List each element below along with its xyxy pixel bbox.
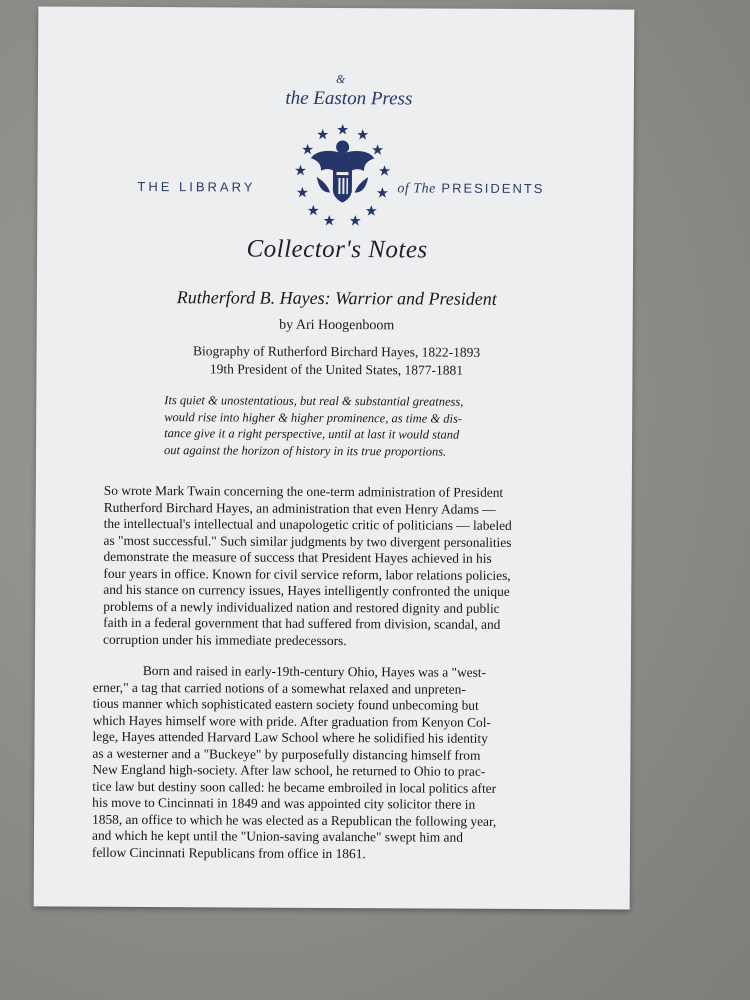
series-name-right-italic: of The xyxy=(397,181,436,197)
body-paragraph-2 xyxy=(92,663,497,863)
series-name-right xyxy=(397,180,544,198)
epigraph-quote xyxy=(164,392,524,460)
series-name-right-caps: PRESIDENTS xyxy=(441,180,545,197)
paragraph-line: lege, Hayes attended Harvard Law School where he solidified his identity xyxy=(92,728,488,746)
paragraph-line: So wrote Mark Twain concerning the one-term administration of President xyxy=(103,482,504,500)
paragraph-line: demonstrate the measure of success that President Hayes achieved in his xyxy=(103,548,492,566)
paragraph-line: faith in a federal government that had suffered from division, scandal, and xyxy=(103,614,501,632)
paragraph-line: tious manner which sophisticated eastern society found unbecoming but xyxy=(92,695,479,713)
publisher-logo-text: the Easton Press xyxy=(285,87,413,110)
series-name-left: THE LIBRARY xyxy=(137,178,256,195)
paragraph-line: Born and raised in early-19th-century Ohio, Hayes was a "west- xyxy=(142,663,487,680)
paragraph-line: 1858, an office to which he was elected as a Republican the following year, xyxy=(92,811,497,829)
paragraph-line: and his stance on currency issues, Hayes intelligently confronted the unique xyxy=(103,581,510,599)
paragraph-line: which Hayes himself wore with pride. After graduation from Kenyon Col- xyxy=(92,712,491,730)
book-title: Rutherford B. Hayes: Warrior and President xyxy=(176,287,497,309)
page-title: Collector's Notes xyxy=(246,235,428,264)
book-subtitle-line-2: 19th President of the United States, 1877-1881 xyxy=(209,361,464,378)
quote-line: tance give it a right perspective, until at last it would stand xyxy=(164,426,460,442)
paragraph-line: the intellectual's intellectual and unapologetic critic of politicians — labeled xyxy=(103,515,512,533)
quote-line: Its quiet & unostentatious, but real & substantial greatness, xyxy=(164,393,464,409)
presidential-eagle-seal-icon xyxy=(287,120,398,229)
paragraph-line: as a westerner and a "Buckeye" by purposefully distancing himself from xyxy=(92,745,481,763)
body-paragraph-1 xyxy=(103,483,512,650)
paragraph-line: his move to Cincinnati in 1849 and was appointed city solicitor there in xyxy=(92,794,476,812)
paragraph-line: corruption under his immediate predecessors. xyxy=(103,631,347,648)
quote-line: would rise into higher & higher prominence, as time & dis- xyxy=(164,409,463,426)
paragraph-line: tice law but destiny soon called: he became embroiled in local politics after xyxy=(92,778,497,796)
paragraph-line: erner," a tag that carried notions of a somewhat relaxed and unpreten- xyxy=(92,679,466,697)
paragraph-line: problems of a newly individualized nation and restored dignity and public xyxy=(103,598,500,616)
collectors-notes-card xyxy=(34,6,635,909)
paragraph-line: and which he kept until the "Union-saving avalanche" swept him and xyxy=(91,827,463,845)
book-subtitle-line-1: Biography of Rutherford Birchard Hayes, 1822-1893 xyxy=(192,343,481,360)
paragraph-line: as "most successful." Such similar judgments by two divergent personalities xyxy=(103,532,512,550)
quote-line: out against the horizon of history in its true proportions. xyxy=(164,442,447,459)
publisher-ampersand: & xyxy=(335,72,346,87)
book-author: by Ari Hoogenboom xyxy=(279,317,395,334)
paragraph-line: New England high-society. After law school, he returned to Ohio to prac- xyxy=(92,761,486,779)
paragraph-line: Rutherford Birchard Hayes, an administration that even Henry Adams — xyxy=(103,499,496,517)
paragraph-line: fellow Cincinnati Republicans from office in 1861. xyxy=(91,844,366,861)
paragraph-line: four years in office. Known for civil service reform, labor relations policies, xyxy=(103,565,511,583)
